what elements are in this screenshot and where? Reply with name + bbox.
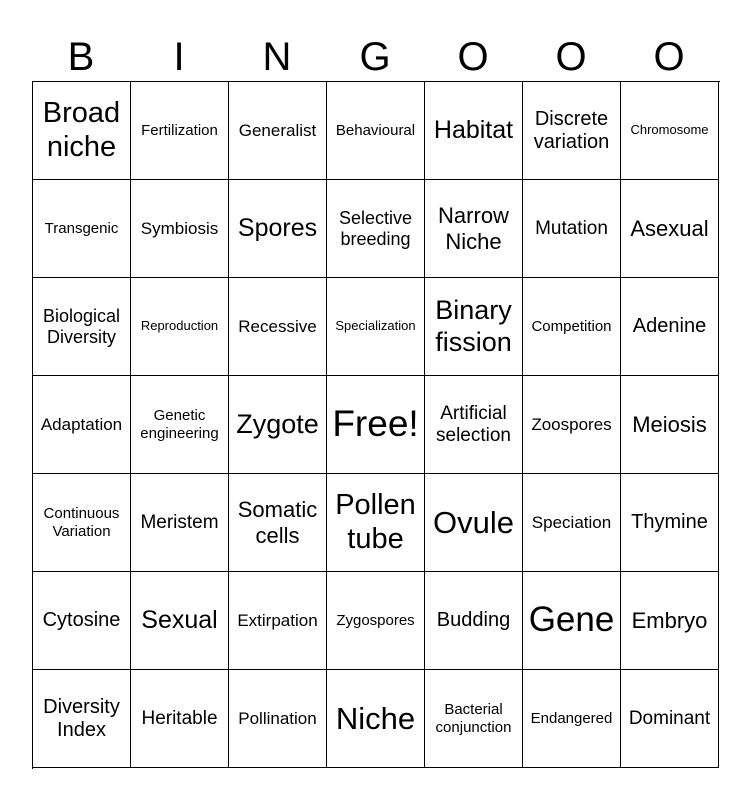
cell-text: Ovule [433,504,514,540]
cell-text: Adaptation [40,414,123,434]
cell-text: Zoospores [531,414,612,434]
cell-text: Symbiosis [140,218,219,238]
bingo-cell[interactable] [229,572,327,670]
cell-text: Selective breeding [338,207,413,249]
cell-text: Recessive [238,316,317,336]
bingo-cell[interactable] [425,180,523,278]
cell-text: Transgenic [44,219,119,237]
bingo-cell[interactable] [523,474,621,572]
bingo-cell[interactable] [621,180,719,278]
cell-text: Reproduction [140,318,219,334]
bingo-cell[interactable] [327,82,425,180]
cell-text: Mutation [535,217,608,239]
cell-text: Meristem [140,511,219,533]
cell-text: Biological Diversity [42,305,121,347]
bingo-cell[interactable] [131,572,229,670]
bingo-cell[interactable] [131,278,229,376]
cell-text: Niche [335,700,416,736]
cell-text: Genetic engineering [140,407,219,442]
bingo-cell[interactable] [327,572,425,670]
cell-text: Heritable [141,707,218,729]
cell-text: Pollination [238,708,317,728]
bingo-cell[interactable] [327,180,425,278]
bingo-cell[interactable] [523,180,621,278]
cell-text: Habitat [433,116,514,145]
header-letter-o-3: O [653,35,685,79]
free-space-text: Free! [332,403,419,445]
bingo-cell[interactable] [523,82,621,180]
bingo-cell[interactable] [621,278,719,376]
cell-text: Broad niche [42,97,121,163]
cell-text: Embryo [631,607,708,633]
cell-text: Diversity Index [43,695,120,741]
bingo-cell[interactable] [229,180,327,278]
cell-text: Meiosis [632,411,707,437]
bingo-cell[interactable] [131,82,229,180]
cell-text: Chromosome [630,122,709,138]
bingo-cell[interactable] [523,670,621,768]
free-space-cell[interactable] [327,376,425,474]
header-letter-n: N [262,35,292,79]
cell-text: Fertilization [141,121,218,139]
bingo-cell[interactable] [33,474,131,572]
header-letter-g: G [359,35,391,79]
cell-text: Somatic cells [237,497,318,548]
cell-text: Narrow Niche [438,203,509,254]
bingo-cell[interactable] [425,376,523,474]
bingo-cell[interactable] [33,376,131,474]
bingo-cell[interactable] [229,474,327,572]
cell-text: Pollen tube [335,489,416,555]
cell-text: Zygospores [336,611,415,629]
cell-text: Speciation [531,512,612,532]
cell-text: Artificial selection [436,402,511,446]
bingo-header [32,32,718,82]
bingo-cell[interactable] [621,82,719,180]
bingo-cell[interactable] [523,278,621,376]
bingo-cell[interactable] [327,278,425,376]
bingo-cell[interactable] [131,670,229,768]
cell-text: Behavioural [335,121,416,139]
bingo-cell[interactable] [327,474,425,572]
cell-text: Thymine [631,511,708,533]
bingo-cell[interactable] [621,474,719,572]
bingo-cell[interactable] [33,180,131,278]
cell-text: Budding [436,609,511,631]
cell-text: Endangered [530,709,613,727]
header-letter-o-1: O [457,35,489,79]
cell-text: Discrete variation [533,107,610,153]
bingo-cell[interactable] [425,278,523,376]
bingo-cell[interactable] [131,180,229,278]
bingo-cell[interactable] [33,670,131,768]
cell-text: Bacterial conjunction [435,701,512,736]
header-letter-b: B [67,35,95,79]
cell-text: Competition [531,317,612,335]
bingo-cell[interactable] [229,278,327,376]
cell-text: Binary fission [435,295,512,357]
bingo-cell[interactable] [523,376,621,474]
bingo-cell[interactable] [621,376,719,474]
cell-text: Asexual [630,215,709,241]
cell-text: Spores [237,214,318,243]
bingo-cell[interactable] [131,474,229,572]
bingo-cell[interactable] [33,572,131,670]
cell-text: Gene [528,600,615,640]
bingo-cell[interactable] [327,670,425,768]
bingo-cell[interactable] [131,376,229,474]
cell-text: Dominant [628,707,711,729]
cell-text: Continuous Variation [43,505,120,540]
header-letter-i: I [173,35,185,79]
bingo-cell[interactable] [425,572,523,670]
bingo-board [32,81,720,769]
bingo-cell[interactable] [229,82,327,180]
cell-text: Sexual [141,606,218,635]
bingo-cell[interactable] [425,82,523,180]
header-letter-o-2: O [555,35,587,79]
bingo-cell[interactable] [229,670,327,768]
bingo-cell[interactable] [621,670,719,768]
bingo-cell[interactable] [425,670,523,768]
bingo-cell[interactable] [229,376,327,474]
bingo-cell[interactable] [621,572,719,670]
cell-text: Extirpation [237,610,318,630]
bingo-cell[interactable] [33,82,131,180]
cell-text: Adenine [632,315,707,337]
cell-text: Zygote [236,408,319,439]
bingo-cell[interactable] [33,278,131,376]
bingo-cell[interactable] [425,474,523,572]
cell-text: Specialization [335,318,416,334]
cell-text: Generalist [238,120,317,140]
cell-text: Cytosine [42,609,121,631]
bingo-cell[interactable] [523,572,621,670]
